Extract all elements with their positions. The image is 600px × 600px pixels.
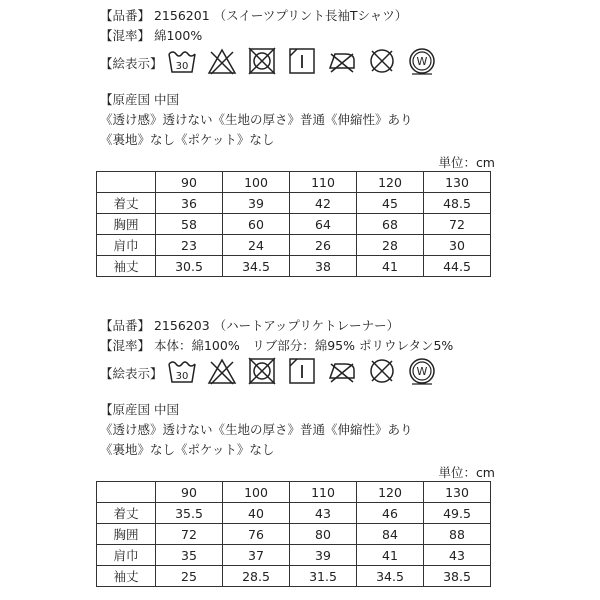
size-header-row (97, 482, 491, 503)
unit-label: 単位：cm (438, 465, 495, 480)
cell: 28 (357, 235, 424, 256)
wash-temp: 30 (175, 371, 188, 382)
cell: 38 (290, 256, 357, 277)
table-row (97, 256, 491, 277)
cell: 25 (156, 566, 223, 587)
no-dry-clean-icon (367, 356, 407, 390)
no-tumble-dry-icon (247, 356, 287, 390)
iron-low-icon (327, 356, 367, 390)
product-code: 【品番】 2156203 （ハートアップリケトレーナー） (100, 318, 400, 333)
table-row (97, 524, 491, 545)
care-symbols (100, 46, 447, 80)
product-code: 【品番】 2156201 （スイーツプリント長袖Tシャツ） (100, 8, 408, 23)
lining-pocket: 《裏地》なし《ポケット》なし (100, 132, 275, 147)
no-dry-clean-icon (367, 46, 407, 80)
line-dry-icon (287, 46, 327, 80)
cell: 42 (290, 193, 357, 214)
table-row (97, 503, 491, 524)
lining-pocket: 《裏地》なし《ポケット》なし (100, 442, 275, 457)
size-col: 90 (156, 482, 223, 503)
cell: 34.5 (223, 256, 290, 277)
table-row (97, 214, 491, 235)
size-col: 130 (424, 172, 491, 193)
cell: 80 (290, 524, 357, 545)
cell: 72 (424, 214, 491, 235)
cell: 60 (223, 214, 290, 235)
size-header-row (97, 172, 491, 193)
no-tumble-dry-icon (247, 46, 287, 80)
care-label: 【絵表示】 (100, 366, 163, 381)
origin: 【原産国 中国 (100, 402, 179, 417)
iron-low-icon (327, 46, 367, 80)
size-col: 110 (290, 482, 357, 503)
wet-clean-letter: W (416, 365, 427, 378)
cell: 30.5 (156, 256, 223, 277)
cell: 39 (290, 545, 357, 566)
unit-label: 単位：cm (438, 155, 495, 170)
cell: 23 (156, 235, 223, 256)
line-dry-icon (287, 356, 327, 390)
row-label: 着丈 (97, 193, 156, 214)
cell: 68 (357, 214, 424, 235)
wash-30-icon (167, 356, 207, 390)
table-row (97, 545, 491, 566)
fabric-feel: 《透け感》透けない《生地の厚さ》普通《伸縮性》あり (100, 112, 413, 127)
cell: 37 (223, 545, 290, 566)
cell: 48.5 (424, 193, 491, 214)
row-label: 袖丈 (97, 256, 156, 277)
cell: 58 (156, 214, 223, 235)
care-symbols (100, 356, 447, 390)
cell: 88 (424, 524, 491, 545)
cell: 84 (357, 524, 424, 545)
cell: 38.5 (424, 566, 491, 587)
table-row (97, 235, 491, 256)
table-row (97, 566, 491, 587)
cell: 43 (424, 545, 491, 566)
size-table (96, 481, 491, 587)
cell: 45 (357, 193, 424, 214)
row-label: 肩巾 (97, 545, 156, 566)
wet-clean-icon (407, 356, 447, 390)
cell: 49.5 (424, 503, 491, 524)
wet-clean-icon (407, 46, 447, 80)
size-col: 110 (290, 172, 357, 193)
wash-temp: 30 (175, 61, 188, 72)
no-bleach-icon (207, 46, 247, 80)
cell: 28.5 (223, 566, 290, 587)
size-col: 90 (156, 172, 223, 193)
size-table (96, 171, 491, 277)
wash-30-icon (167, 46, 207, 80)
fabric-feel: 《透け感》透けない《生地の厚さ》普通《伸縮性》あり (100, 422, 413, 437)
row-label: 肩巾 (97, 235, 156, 256)
wet-clean-letter: W (416, 55, 427, 68)
cell: 40 (223, 503, 290, 524)
cell: 24 (223, 235, 290, 256)
cell: 35.5 (156, 503, 223, 524)
cell: 64 (290, 214, 357, 235)
size-col: 100 (223, 482, 290, 503)
cell: 43 (290, 503, 357, 524)
table-row (97, 193, 491, 214)
cell: 41 (357, 545, 424, 566)
no-bleach-icon (207, 356, 247, 390)
material-composition: 【混率】 綿100% (100, 28, 203, 43)
cell: 34.5 (357, 566, 424, 587)
cell: 36 (156, 193, 223, 214)
origin: 【原産国 中国 (100, 92, 179, 107)
material-composition: 【混率】 本体：綿100% リブ部分：綿95% ポリウレタン5% (100, 338, 454, 353)
cell: 39 (223, 193, 290, 214)
cell: 31.5 (290, 566, 357, 587)
size-col: 130 (424, 482, 491, 503)
cell: 76 (223, 524, 290, 545)
cell: 41 (357, 256, 424, 277)
size-col: 120 (357, 172, 424, 193)
row-label: 着丈 (97, 503, 156, 524)
row-label: 袖丈 (97, 566, 156, 587)
row-label: 胸囲 (97, 214, 156, 235)
cell: 46 (357, 503, 424, 524)
row-label: 胸囲 (97, 524, 156, 545)
cell: 44.5 (424, 256, 491, 277)
care-label: 【絵表示】 (100, 56, 163, 71)
size-col: 100 (223, 172, 290, 193)
cell: 72 (156, 524, 223, 545)
cell: 35 (156, 545, 223, 566)
size-col: 120 (357, 482, 424, 503)
cell: 26 (290, 235, 357, 256)
cell: 30 (424, 235, 491, 256)
